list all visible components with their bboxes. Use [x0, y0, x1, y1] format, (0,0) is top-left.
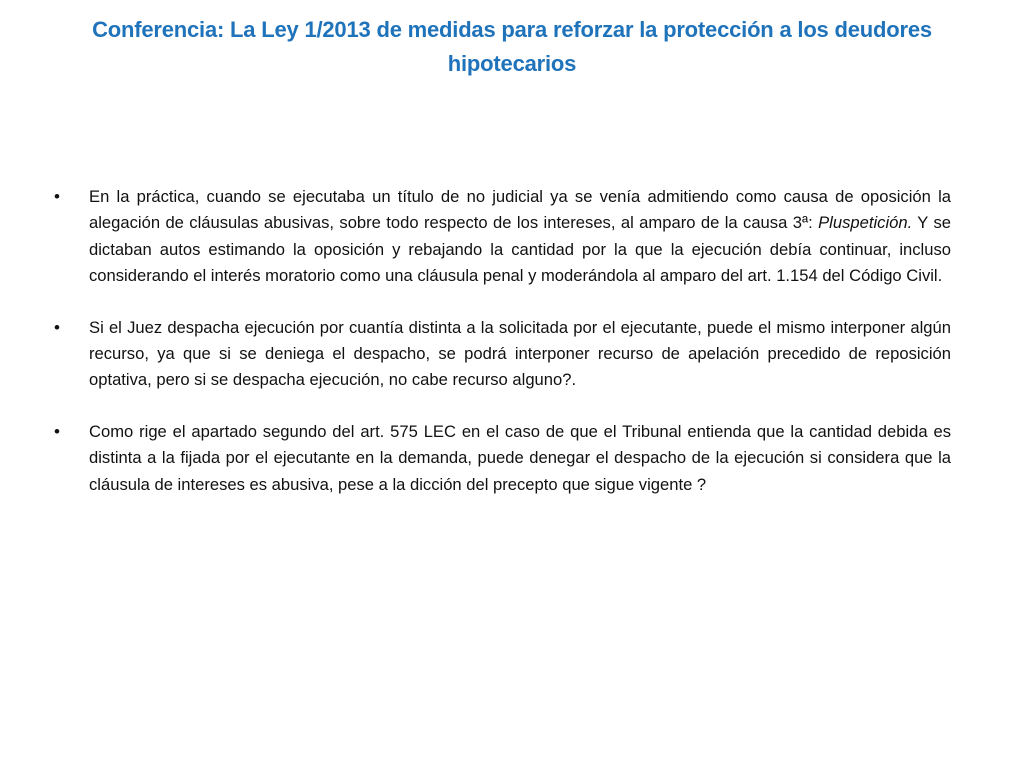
bullet-text-end: Y se dictaban autos estimando la oposición y rebajando la cantidad por la que la ejecución debía continuar, incluso considerando el interés moratorio como una cláusula penal y moderándola al amparo del art. 1.154 del Código Civil.: [89, 213, 952, 286]
bullet-text: Si el Juez despacha ejecución por cuantía distinta a la solicitada por el ejecutante, puede el mismo interponer algún recurso, ya que si se deniega el despacho, se podrá interponer recurso de apelación precedido de reposición optativa, pero si se despacha ejecución, no cabe recurso alguno?.: [89, 317, 951, 390]
bullet-item-1: [54, 184, 951, 290]
bullet-text: [89, 187, 951, 285]
bullet-marker: •: [54, 317, 60, 337]
slide-title: Conferencia: La Ley 1/2013 de medidas para reforzar la protección a los deudores hipotecarios: [92, 17, 932, 76]
bullet-text-start: En la práctica, cuando se ejecutaba un título de no judicial ya se venía admitiendo como causa de oposición la alegación de cláusulas abusivas, sobre todo respecto de los intereses, al amparo de la causa 3ª:: [89, 187, 951, 233]
bullet-text: Como rige el apartado segundo del art. 575 LEC en el caso de que el Tribunal entienda que la cantidad debida es distinta a la fijada por el ejecutante en la demanda, puede denegar el despacho de la ejecución si considera que la cláusula de intereses es abusiva, pese a la dicción del precepto que sigue vigente ?: [89, 421, 951, 494]
bullet-list: [54, 184, 951, 498]
bullet-marker: •: [54, 421, 60, 441]
bullet-italic-term: Pluspetición.: [818, 213, 913, 233]
bullet-item-2: [54, 315, 951, 394]
bullet-item-3: [54, 419, 951, 498]
bullet-marker: •: [54, 187, 60, 206]
